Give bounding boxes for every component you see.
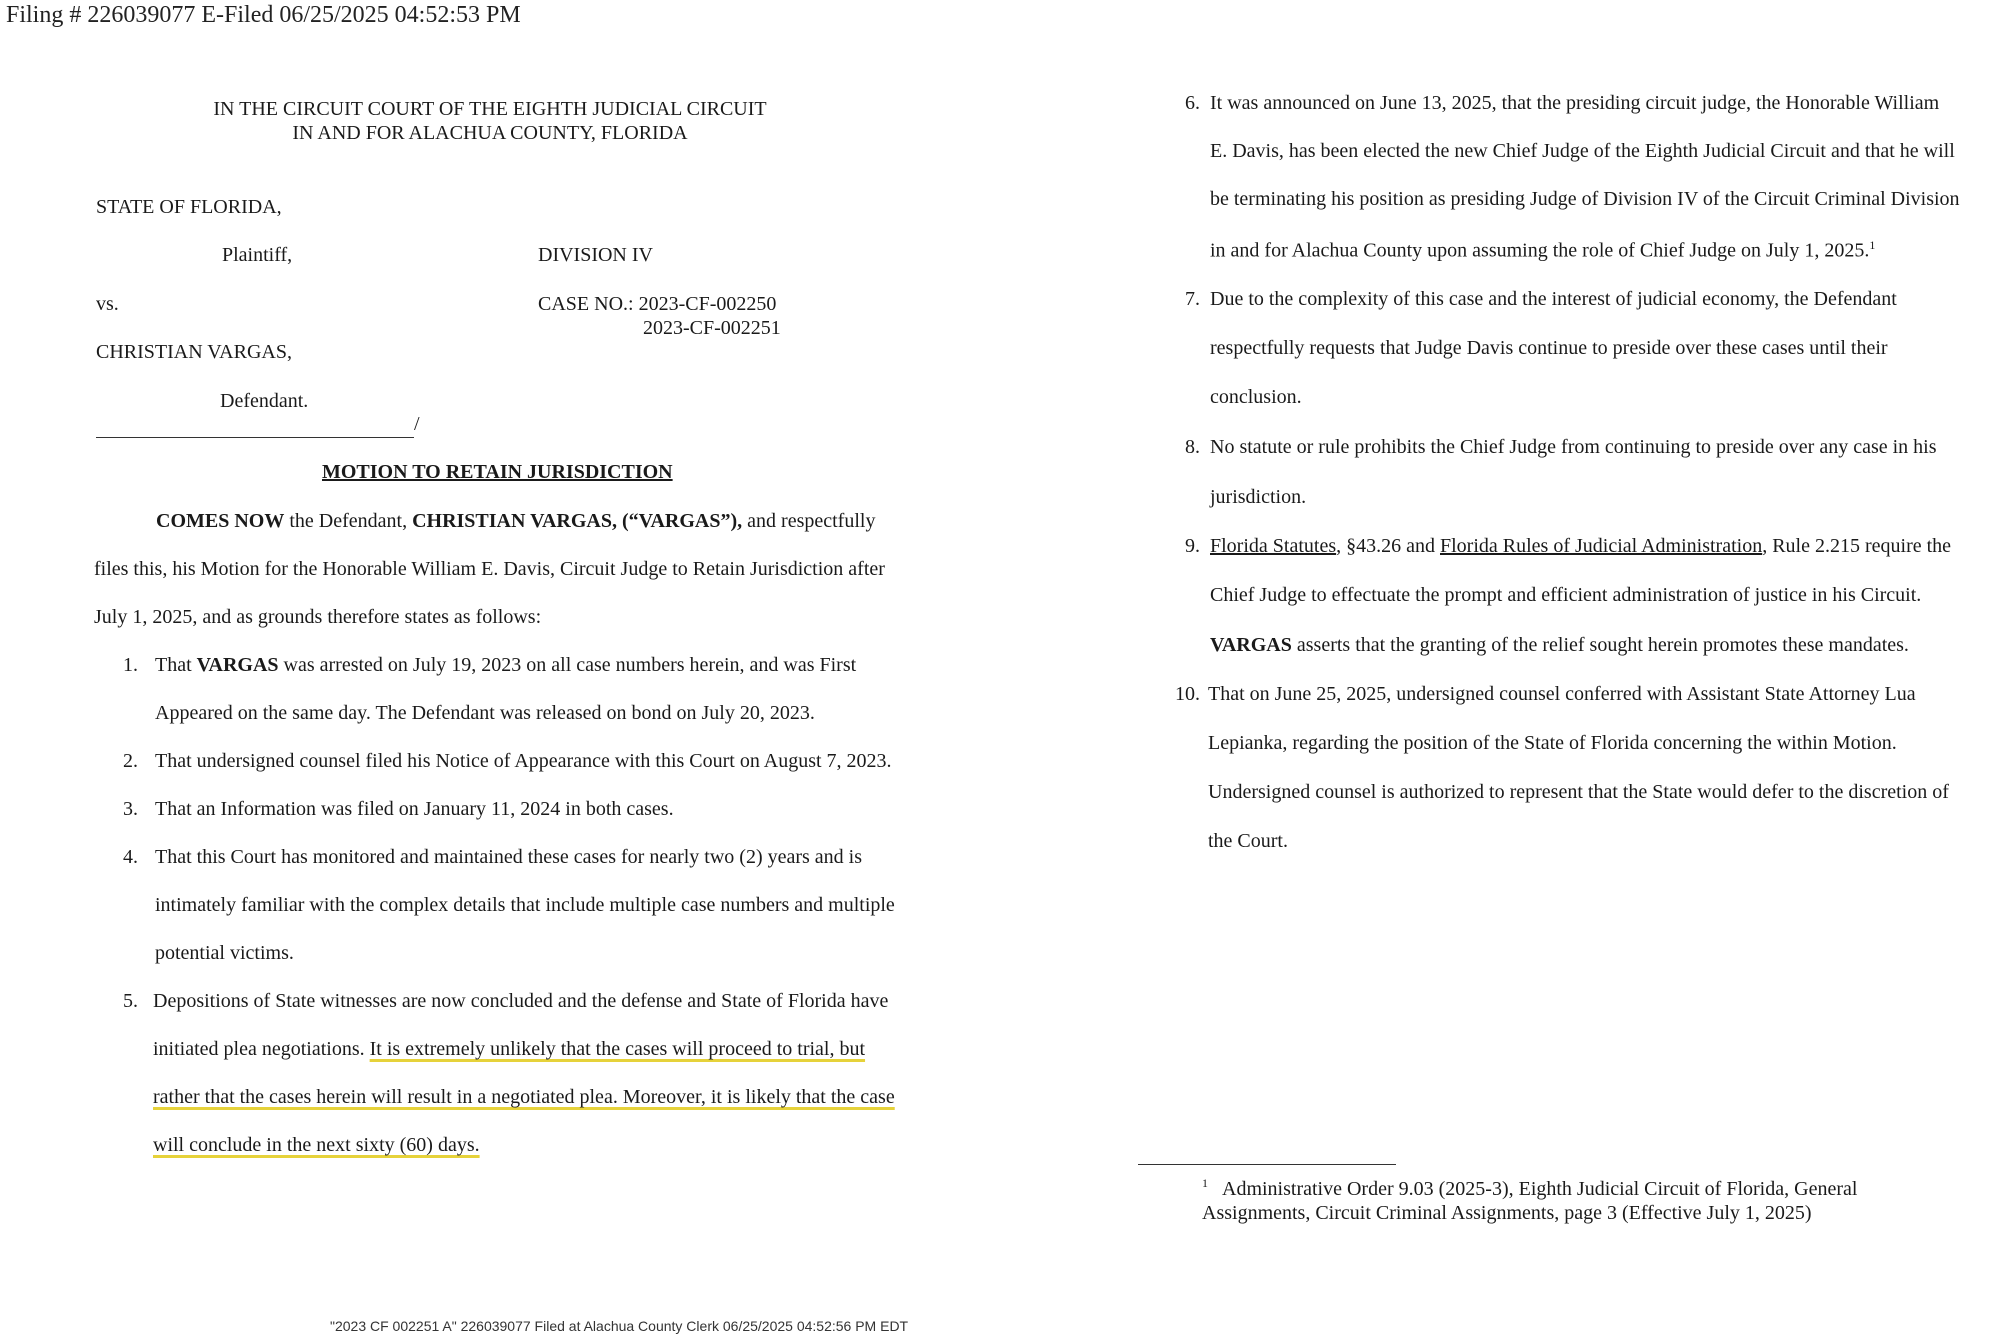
paragraph-number: 6. xyxy=(1185,92,1200,114)
paragraph-10-line-2: Lepianka, regarding the position of the State of Florida concerning the within Motion. xyxy=(1208,732,1897,754)
intro-text: the Defendant, xyxy=(284,510,413,532)
paragraph-number: 4. xyxy=(123,846,138,868)
court-name-line-2: IN AND FOR ALACHUA COUNTY, FLORIDA xyxy=(292,122,688,144)
footnote-line-2: Assignments, Circuit Criminal Assignments, page 3 (Effective July 1, 2025) xyxy=(1202,1202,1812,1224)
paragraph-4-line-1: That this Court has monitored and maintained these cases for nearly two (2) years and is xyxy=(155,846,863,868)
paragraph-8-line-1: No statute or rule prohibits the Chief Judge from continuing to preside over any case in his xyxy=(1210,436,1937,458)
vargas-bold: VARGAS xyxy=(1210,634,1292,656)
paragraph-text: in and for Alachua County upon assuming the role of Chief Judge on July 1, 2025. xyxy=(1210,239,1870,262)
paragraph-7-line-1: Due to the complexity of this case and the interest of judicial economy, the Defendant xyxy=(1210,288,1897,310)
vargas-bold: VARGAS xyxy=(196,654,279,676)
paragraph-5-line-3-highlighted: rather that the cases herein will result in a negotiated plea. Moreover, it is likely that the case xyxy=(153,1086,895,1108)
intro-line-2: files this, his Motion for the Honorable William E. Davis, Circuit Judge to Retain Jurisdiction after xyxy=(94,558,885,580)
paragraph-text: That xyxy=(155,654,197,676)
document-page-1 xyxy=(0,0,1000,1332)
paragraph-number: 5. xyxy=(123,990,138,1012)
paragraph-10-line-4: the Court. xyxy=(1208,830,1288,852)
paragraph-6-line-4 xyxy=(1210,238,1875,263)
versus-label: vs. xyxy=(96,293,119,315)
paragraph-1-line-2: Appeared on the same day. The Defendant was released on bond on July 20, 2023. xyxy=(155,702,815,724)
paragraph-4-line-3: potential victims. xyxy=(155,942,294,964)
case-number-2: 2023-CF-002251 xyxy=(643,317,781,339)
paragraph-9-line-2: Chief Judge to effectuate the prompt and efficient administration of justice in his Circuit. xyxy=(1210,584,1922,606)
intro-line-1 xyxy=(156,510,916,533)
paragraph-10-line-3: Undersigned counsel is authorized to represent that the State would defer to the discretion of xyxy=(1208,781,1949,803)
paragraph-6-line-3: be terminating his position as presiding Judge of Division IV of the Circuit Criminal Division xyxy=(1210,188,1960,210)
paragraph-2-line-1: That undersigned counsel filed his Notice of Appearance with this Court on August 7, 2023. xyxy=(155,750,892,772)
footnote-divider xyxy=(1138,1164,1396,1165)
paragraph-5-line-2 xyxy=(153,1038,865,1061)
paragraph-text: , §43.26 and xyxy=(1336,535,1440,557)
paragraph-text: asserts that the granting of the relief sought herein promotes these mandates. xyxy=(1291,634,1909,656)
paragraph-10-line-1: That on June 25, 2025, undersigned counsel conferred with Assistant State Attorney Lua xyxy=(1208,683,1916,705)
paragraph-6-line-2: E. Davis, has been elected the new Chief Judge of the Eighth Judicial Circuit and that he will xyxy=(1210,140,1955,162)
caption-slash: / xyxy=(414,413,420,435)
paragraph-text: was arrested on July 19, 2023 on all case numbers herein, and was First xyxy=(278,654,857,676)
paragraph-1-line-1 xyxy=(155,654,856,677)
paragraph-9-line-1 xyxy=(1210,535,1951,558)
comes-now-text: COMES NOW xyxy=(156,510,285,532)
paragraph-3-line-1: That an Information was filed on January 11, 2024 in both cases. xyxy=(155,798,674,820)
paragraph-text: , Rule 2.215 require the xyxy=(1762,535,1952,557)
paragraph-text: initiated plea negotiations. xyxy=(153,1038,370,1060)
paragraph-8-line-2: jurisdiction. xyxy=(1210,486,1307,508)
footnote-marker: 1 xyxy=(1202,1176,1208,1190)
court-name-line-1: IN THE CIRCUIT COURT OF THE EIGHTH JUDICIAL CIRCUIT xyxy=(213,98,767,120)
defendant-name-bold: CHRISTIAN VARGAS, (“VARGAS”), xyxy=(412,510,743,532)
intro-text: and respectfully xyxy=(742,510,876,532)
paragraph-7-line-2: respectfully requests that Judge Davis continue to preside over these cases until their xyxy=(1210,337,1888,359)
paragraph-number: 10. xyxy=(1175,683,1200,705)
rules-citation-link: Florida Rules of Judicial Administration xyxy=(1440,535,1763,557)
paragraph-5-line-4-highlighted: will conclude in the next sixty (60) days. xyxy=(153,1134,480,1156)
case-number-1: CASE NO.: 2023-CF-002250 xyxy=(538,293,777,315)
clerk-filing-stamp: "2023 CF 002251 A" 226039077 Filed at Alachua County Clerk 06/25/2025 04:52:56 PM EDT xyxy=(330,1318,909,1334)
intro-line-3: July 1, 2025, and as grounds therefore states as follows: xyxy=(94,606,542,628)
paragraph-6-line-1: It was announced on June 13, 2025, that the presiding circuit judge, the Honorable William xyxy=(1210,92,1940,114)
paragraph-number: 2. xyxy=(123,750,138,772)
division-label: DIVISION IV xyxy=(538,244,653,266)
filing-stamp: Filing # 226039077 E-Filed 06/25/2025 04:52:53 PM xyxy=(6,2,521,28)
highlighted-text: It is extremely unlikely that the cases will proceed to trial, but xyxy=(369,1038,866,1060)
paragraph-number: 3. xyxy=(123,798,138,820)
footnote-number xyxy=(1202,1176,1208,1201)
footnote-line-1: Administrative Order 9.03 (2025-3), Eighth Judicial Circuit of Florida, General xyxy=(1222,1178,1858,1200)
motion-title: MOTION TO RETAIN JURISDICTION xyxy=(322,461,673,483)
paragraph-number: 1. xyxy=(123,654,138,676)
paragraph-4-line-2: intimately familiar with the complex details that include multiple case numbers and multiple xyxy=(155,894,895,916)
defendant-role: Defendant. xyxy=(220,390,309,412)
defendant-name: CHRISTIAN VARGAS, xyxy=(96,341,292,363)
paragraph-5-line-1: Depositions of State witnesses are now concluded and the defense and State of Florida have xyxy=(153,990,889,1012)
paragraph-9-line-3 xyxy=(1210,634,1909,657)
statute-citation-link: Florida Statutes xyxy=(1210,535,1337,557)
paragraph-number: 7. xyxy=(1185,288,1200,310)
plaintiff-name: STATE OF FLORIDA, xyxy=(96,196,282,218)
document-page-2 xyxy=(1000,0,2000,1332)
footnote-reference: 1 xyxy=(1869,238,1876,252)
caption-divider xyxy=(96,437,414,438)
paragraph-number: 8. xyxy=(1185,436,1200,458)
paragraph-7-line-3: conclusion. xyxy=(1210,386,1302,408)
plaintiff-role: Plaintiff, xyxy=(222,244,293,266)
paragraph-number: 9. xyxy=(1185,535,1200,557)
